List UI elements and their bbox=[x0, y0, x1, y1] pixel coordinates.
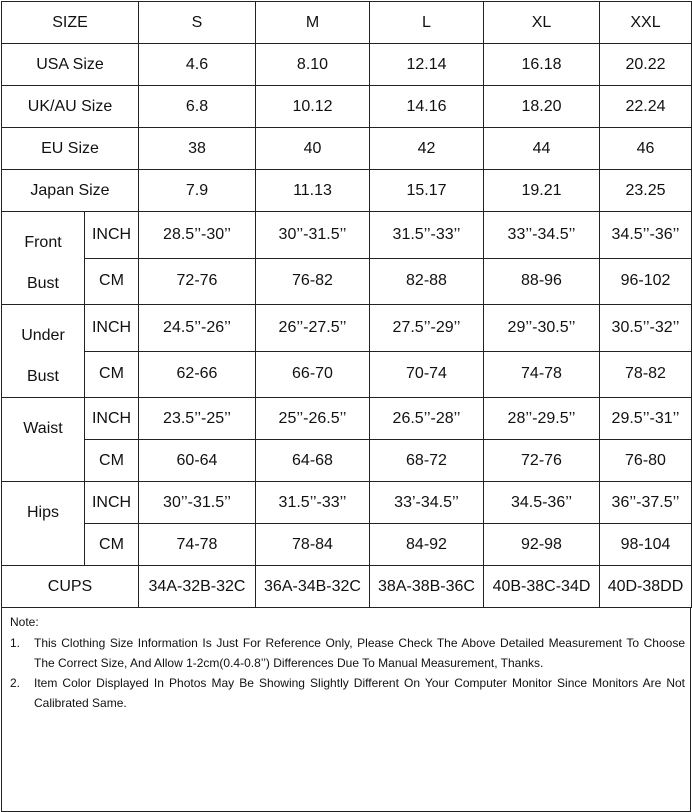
group-label-line1: Front bbox=[24, 234, 62, 251]
measure-row-inch bbox=[2, 212, 692, 259]
measure-row-cm bbox=[2, 440, 692, 482]
table-cell: 25’’-26.5’’ bbox=[256, 398, 370, 440]
size-row bbox=[2, 86, 692, 128]
table-cell: 60-64 bbox=[139, 440, 256, 482]
measure-group-label bbox=[2, 398, 85, 482]
table-cell: 30’’-31.5’’ bbox=[139, 482, 256, 524]
table-cell: 16.18 bbox=[484, 44, 600, 86]
size-column-header: L bbox=[370, 2, 484, 44]
table-cell: 44 bbox=[484, 128, 600, 170]
table-cell: 78-84 bbox=[256, 524, 370, 566]
notes-title: Note: bbox=[10, 615, 39, 629]
table-cell: 24.5’’-26’’ bbox=[139, 305, 256, 352]
group-label-line2: Bust bbox=[26, 275, 59, 292]
size-column-header: S bbox=[139, 2, 256, 44]
unit-label-cm: CM bbox=[85, 258, 139, 305]
table-cell: 23.25 bbox=[600, 170, 692, 212]
unit-label-cm: CM bbox=[85, 351, 139, 398]
table-cell: 40D-38DD bbox=[600, 566, 692, 608]
table-cell: 12.14 bbox=[370, 44, 484, 86]
table-cell: 34A-32B-32C bbox=[139, 566, 256, 608]
table-cell: 70-74 bbox=[370, 351, 484, 398]
table-cell: 68-72 bbox=[370, 440, 484, 482]
size-row bbox=[2, 170, 692, 212]
table-cell: 8.10 bbox=[256, 44, 370, 86]
table-cell: 42 bbox=[370, 128, 484, 170]
measure-group-label bbox=[2, 482, 85, 566]
table-cell: 29.5’’-31’’ bbox=[600, 398, 692, 440]
table-cell: 28’’-29.5’’ bbox=[484, 398, 600, 440]
table-cell: 82-88 bbox=[370, 258, 484, 305]
size-header-cell: SIZE bbox=[2, 2, 139, 44]
row-label: UK/AU Size bbox=[2, 86, 139, 128]
size-column-header: XXL bbox=[600, 2, 692, 44]
group-label-line2: Bust bbox=[26, 368, 59, 385]
unit-label-cm: CM bbox=[85, 524, 139, 566]
measure-row-inch bbox=[2, 398, 692, 440]
row-label: EU Size bbox=[2, 128, 139, 170]
table-cell: 26.5’’-28’’ bbox=[370, 398, 484, 440]
note-text: This Clothing Size Information Is Just For Reference Only, Please Check The Above Detailed Measurement To Choose The Correct Size, And Allow 1-2cm(0.4-0.8’’) Differences Due To Manual Measurement, Thanks. bbox=[34, 636, 685, 670]
table-cell: 14.16 bbox=[370, 86, 484, 128]
table-cell: 72-76 bbox=[484, 440, 600, 482]
measure-row-inch bbox=[2, 305, 692, 352]
table-cell: 92-98 bbox=[484, 524, 600, 566]
unit-label-inch: INCH bbox=[85, 212, 139, 259]
cups-row bbox=[2, 566, 692, 608]
table-cell: 88-96 bbox=[484, 258, 600, 305]
size-chart bbox=[1, 1, 691, 757]
measure-row-inch bbox=[2, 482, 692, 524]
note-number: 2. bbox=[10, 676, 21, 690]
table-cell: 84-92 bbox=[370, 524, 484, 566]
table-cell: 11.13 bbox=[256, 170, 370, 212]
table-cell: 7.9 bbox=[139, 170, 256, 212]
size-table bbox=[1, 1, 692, 608]
table-cell: 30’’-31.5’’ bbox=[256, 212, 370, 259]
note-number: 1. bbox=[10, 636, 21, 650]
group-label-line1: Waist bbox=[23, 420, 63, 437]
table-cell: 40 bbox=[256, 128, 370, 170]
table-cell: 96-102 bbox=[600, 258, 692, 305]
table-cell: 29’’-30.5’’ bbox=[484, 305, 600, 352]
table-cell: 76-82 bbox=[256, 258, 370, 305]
size-row bbox=[2, 44, 692, 86]
row-label: CUPS bbox=[2, 566, 139, 608]
table-cell: 33’-34.5’’ bbox=[370, 482, 484, 524]
table-cell: 18.20 bbox=[484, 86, 600, 128]
table-cell: 20.22 bbox=[600, 44, 692, 86]
unit-label-inch: INCH bbox=[85, 398, 139, 440]
size-column-header: M bbox=[256, 2, 370, 44]
table-cell: 74-78 bbox=[139, 524, 256, 566]
table-cell: 76-80 bbox=[600, 440, 692, 482]
table-cell: 31.5’’-33’’ bbox=[256, 482, 370, 524]
table-cell: 74-78 bbox=[484, 351, 600, 398]
table-cell: 30.5’’-32’’ bbox=[600, 305, 692, 352]
table-cell: 38A-38B-36C bbox=[370, 566, 484, 608]
table-cell: 15.17 bbox=[370, 170, 484, 212]
table-cell: 66-70 bbox=[256, 351, 370, 398]
row-label: USA Size bbox=[2, 44, 139, 86]
table-cell: 98-104 bbox=[600, 524, 692, 566]
notes-section bbox=[1, 608, 691, 812]
unit-label-inch: INCH bbox=[85, 482, 139, 524]
measure-group-label bbox=[2, 212, 85, 305]
table-cell: 10.12 bbox=[256, 86, 370, 128]
table-cell: 34.5’’-36’’ bbox=[600, 212, 692, 259]
size-row bbox=[2, 128, 692, 170]
table-cell: 62-66 bbox=[139, 351, 256, 398]
row-label: Japan Size bbox=[2, 170, 139, 212]
group-label-line1: Under bbox=[21, 327, 65, 344]
table-cell: 19.21 bbox=[484, 170, 600, 212]
measure-row-cm bbox=[2, 524, 692, 566]
size-column-header: XL bbox=[484, 2, 600, 44]
table-cell: 6.8 bbox=[139, 86, 256, 128]
table-cell: 64-68 bbox=[256, 440, 370, 482]
table-cell: 38 bbox=[139, 128, 256, 170]
measure-row-cm bbox=[2, 258, 692, 305]
header-row bbox=[2, 2, 692, 44]
table-cell: 26’’-27.5’’ bbox=[256, 305, 370, 352]
table-cell: 78-82 bbox=[600, 351, 692, 398]
group-label-line1: Hips bbox=[26, 504, 59, 521]
table-cell: 36A-34B-32C bbox=[256, 566, 370, 608]
table-cell: 34.5-36’’ bbox=[484, 482, 600, 524]
table-cell: 4.6 bbox=[139, 44, 256, 86]
table-cell: 33’’-34.5’’ bbox=[484, 212, 600, 259]
note-item-2 bbox=[10, 673, 685, 713]
note-item-1 bbox=[10, 633, 685, 673]
measure-group-label bbox=[2, 305, 85, 398]
table-cell: 28.5’’-30’’ bbox=[139, 212, 256, 259]
unit-label-inch: INCH bbox=[85, 305, 139, 352]
table-cell: 72-76 bbox=[139, 258, 256, 305]
table-cell: 31.5’’-33’’ bbox=[370, 212, 484, 259]
table-cell: 46 bbox=[600, 128, 692, 170]
note-text: Item Color Displayed In Photos May Be Showing Slightly Different On Your Computer Monitor Since Monitors Are Not Calibrated Same. bbox=[34, 676, 685, 710]
unit-label-cm: CM bbox=[85, 440, 139, 482]
table-cell: 22.24 bbox=[600, 86, 692, 128]
table-cell: 40B-38C-34D bbox=[484, 566, 600, 608]
table-cell: 27.5’’-29’’ bbox=[370, 305, 484, 352]
measure-row-cm bbox=[2, 351, 692, 398]
table-cell: 23.5’’-25’’ bbox=[139, 398, 256, 440]
table-cell: 36’’-37.5’’ bbox=[600, 482, 692, 524]
